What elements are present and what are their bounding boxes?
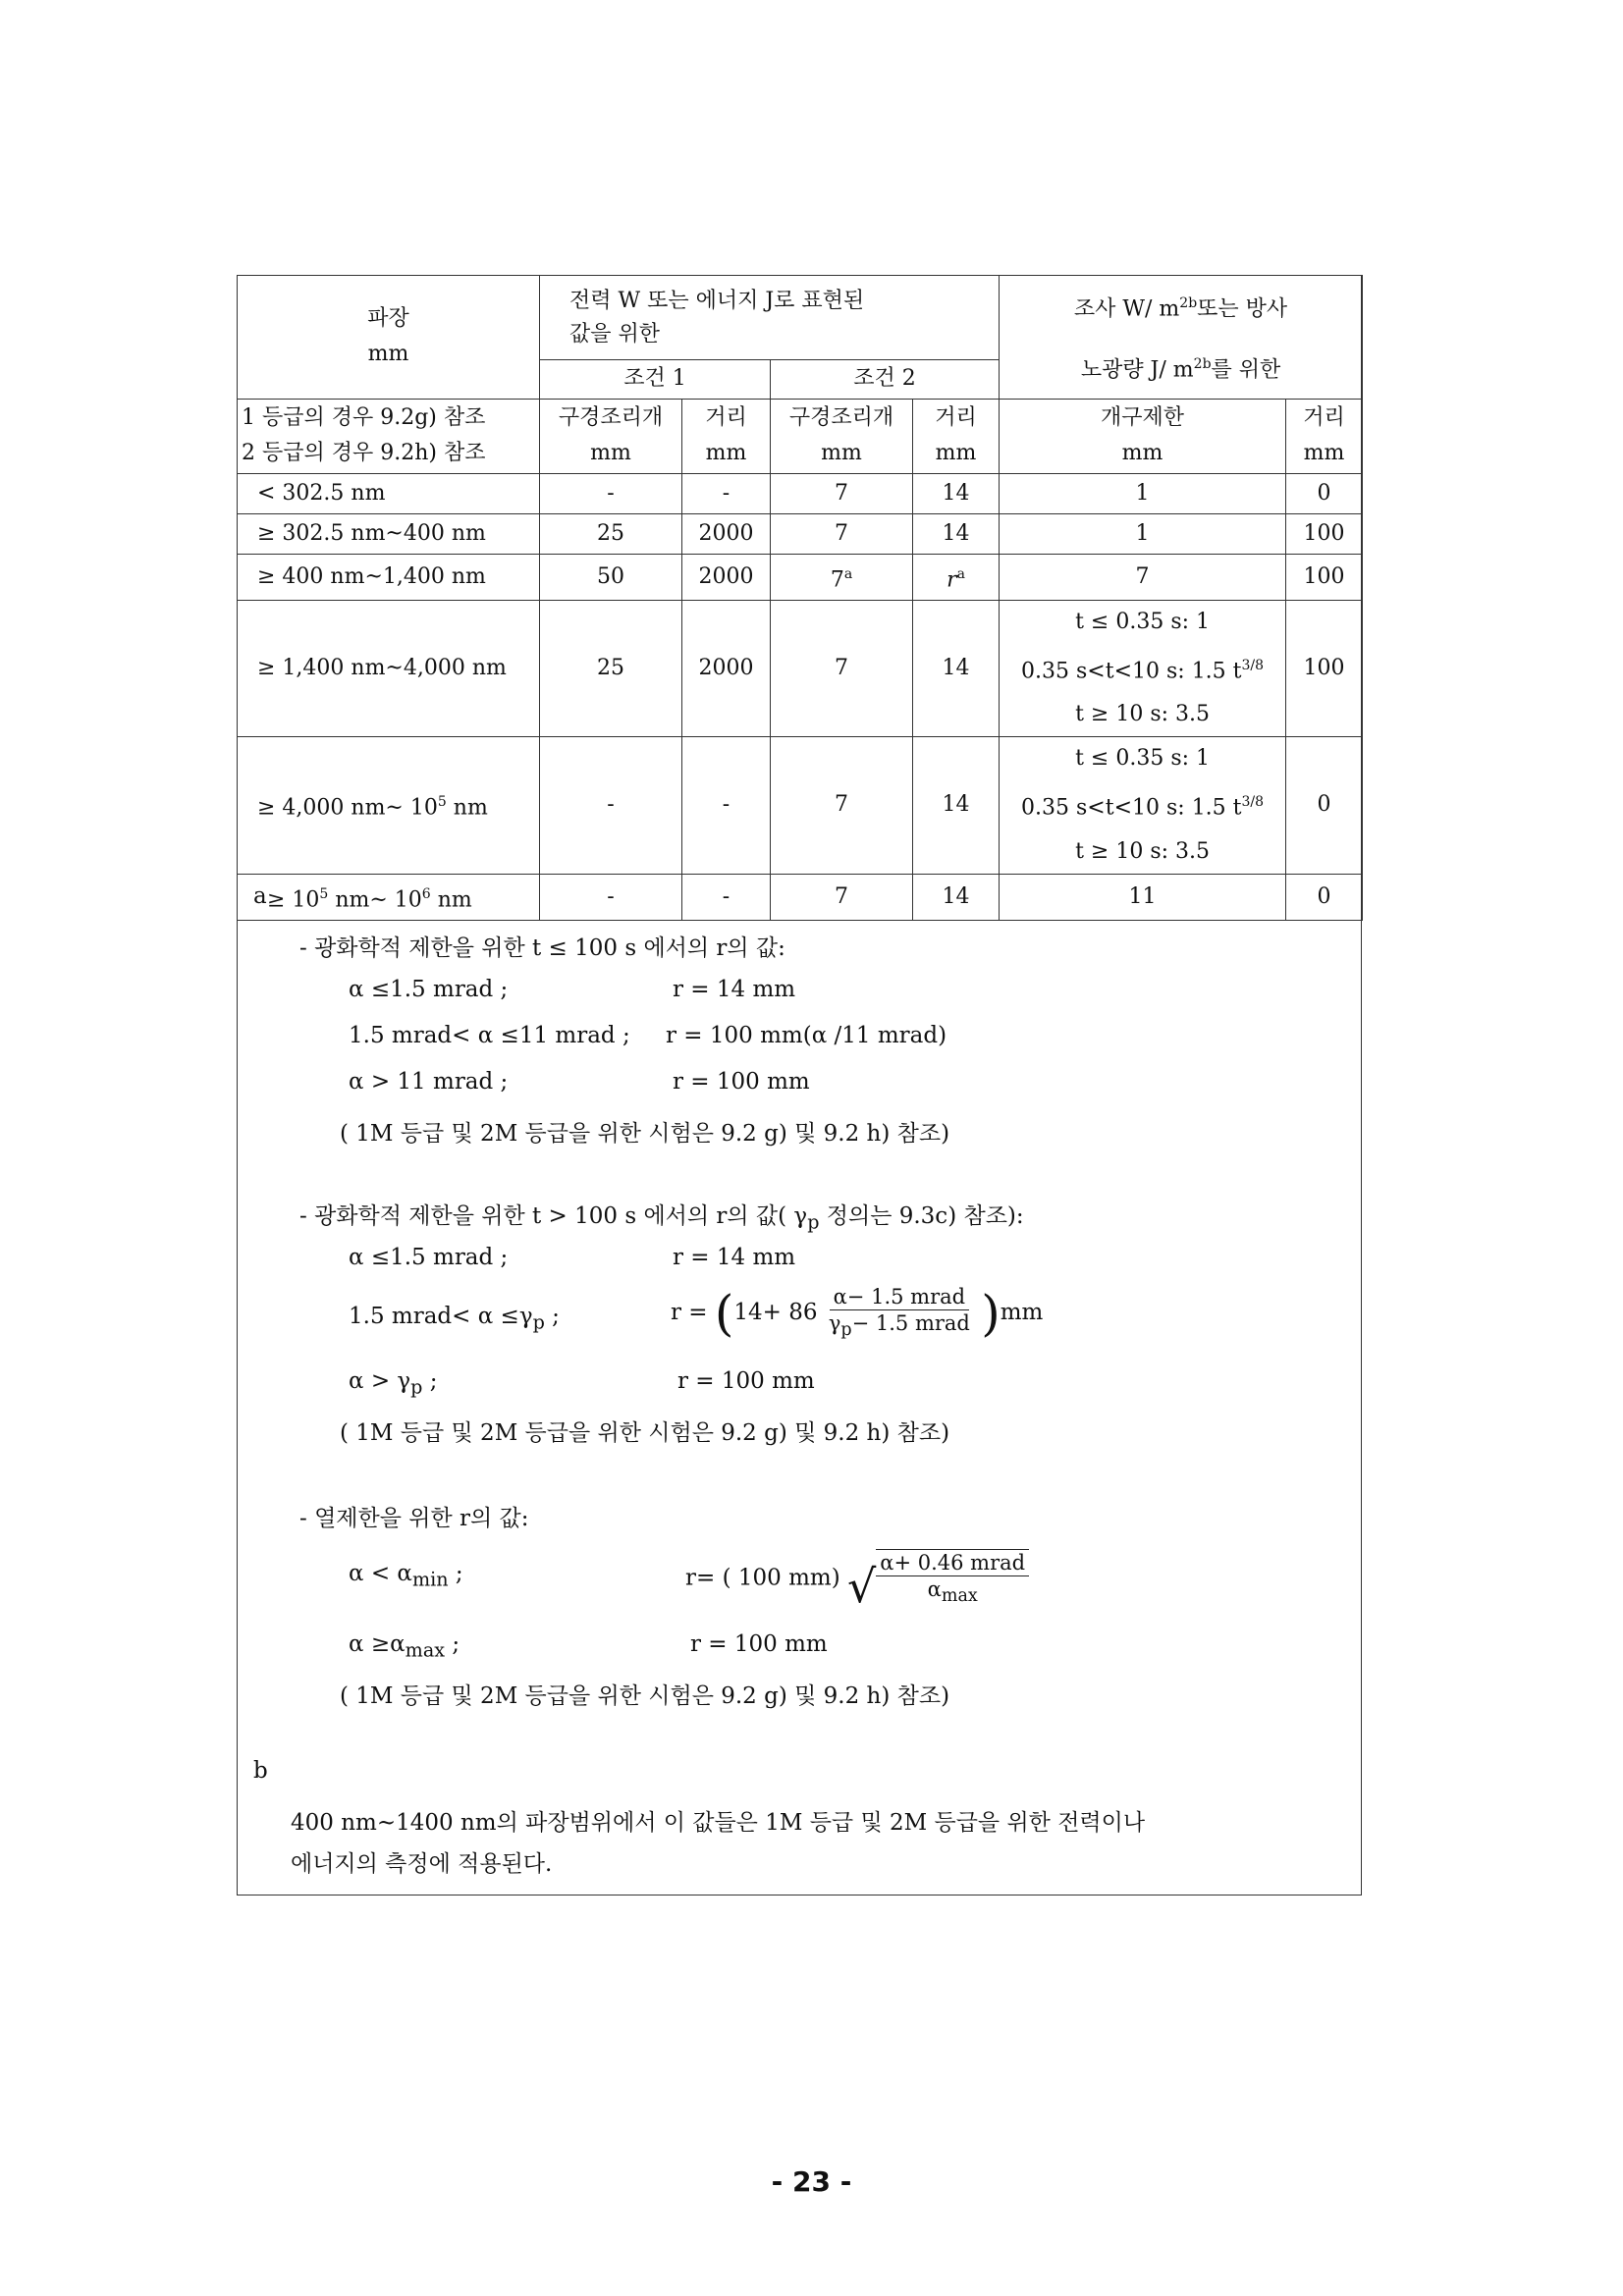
table-row <box>238 600 1363 736</box>
row-c1-distance: 2000 <box>682 513 771 554</box>
footnote-a-tag: a <box>253 883 267 909</box>
formula-left: α ≤1.5 mrad ; <box>349 1245 509 1270</box>
row-c1-distance: 2000 <box>682 600 771 736</box>
row-distance: 0 <box>1286 737 1363 874</box>
row-c2-aperture: 7 <box>771 513 913 554</box>
row-c1-aperture: 25 <box>540 513 682 554</box>
row-range: ≥ 302.5 nm~400 nm <box>238 513 540 554</box>
formula-left: $\alpha < \alpha_{min}$ ; <box>349 1561 463 1591</box>
header-c1-aperture: 구경조리개 mm <box>540 399 682 473</box>
formula-left: α > 11 mrad ; <box>349 1069 509 1095</box>
row-range: ≥ 4,000 nm~ $10^5$ nm <box>238 737 540 874</box>
table-row <box>238 874 1363 920</box>
formula-left: 1.5 mrad< α ≤11 mrad ; <box>349 1023 630 1048</box>
row-c2-aperture: 7 <box>771 473 913 513</box>
formula-right: r = 100 mm <box>690 1631 828 1657</box>
header-aperture-limit: 개구제한 mm <box>1000 399 1286 473</box>
formula-fraction: r = (14+ 86 $\frac{\text{α− 1.5 mrad}}{\gamma_p- 1.5 mrad}$ )mm <box>671 1285 1044 1343</box>
row-range: < 302.5 nm <box>238 473 540 513</box>
footnote-a2-title: - 광화학적 제한을 위한 t > 100 s 에서의 r의 값( $\gamma_p$ 정의는 9.3c) 참조): <box>299 1203 1024 1234</box>
header-class-references <box>238 399 540 473</box>
row-c1-distance: - <box>682 737 771 874</box>
header-irr-line2: 노광량 J/ $m^{2b}$를 위한 <box>1080 356 1281 383</box>
formula-left: α ≤1.5 mrad ; <box>349 977 509 1002</box>
row-c2-distance: 14 <box>913 600 1000 736</box>
header-irr-line1: 조사 W/ $m^{2b}$또는 방사 <box>1073 295 1288 322</box>
header-ref-class2: 2 등급의 경우 9.2h) 참조 <box>242 441 486 466</box>
footnote-a1-reference: ( 1M 등급 및 2M 등급을 위한 시험은 9.2 g) 및 9.2 h) 참조) <box>340 1121 950 1147</box>
formula-right: r = 14 mm <box>673 1245 796 1270</box>
row-c2-distance: $r^a$ <box>913 554 1000 600</box>
formula-left: $\alpha \ge\alpha_{max}$ ; <box>349 1631 460 1662</box>
formula-left: 1.5 mrad< $\alpha \le\gamma_p$ ; <box>349 1304 560 1334</box>
formula-right: r = 100 mm(α /11 mrad) <box>666 1023 947 1048</box>
footnote-a3-reference: ( 1M 등급 및 2M 등급을 위한 시험은 9.2 g) 및 9.2 h) 참조) <box>340 1683 950 1709</box>
header-wavelength <box>238 276 540 400</box>
header-c2-distance: 거리 mm <box>913 399 1000 473</box>
row-c1-distance: - <box>682 473 771 513</box>
row-distance: 0 <box>1286 874 1363 920</box>
row-c2-aperture: 7 <box>771 600 913 736</box>
row-distance: 100 <box>1286 554 1363 600</box>
row-c1-aperture: 25 <box>540 600 682 736</box>
row-limit: t ≤ 0.35 s: 1 0.35 s<t<10 s: 1.5 $t^{3/8}$ t ≥ 10 s: 3.5 <box>1000 737 1286 874</box>
header-power-line1: 전력 W 또는 에너지 J로 표현된 <box>569 288 865 313</box>
row-limit: 11 <box>1000 874 1286 920</box>
row-c2-distance: 14 <box>913 473 1000 513</box>
formula-sqrt: r= ( 100 mm) √ $\frac{\text{α+ 0.46 mrad}}{\alpha_{max}}$ <box>685 1549 1029 1609</box>
header-power-group <box>540 276 1000 360</box>
row-c1-aperture: - <box>540 473 682 513</box>
row-distance: 100 <box>1286 600 1363 736</box>
table-row <box>238 554 1363 600</box>
formula-left: $\alpha > \gamma_p$ ; <box>349 1368 438 1399</box>
footnote-b-line2: 에너지의 측정에 적용된다. <box>291 1851 553 1877</box>
row-c1-aperture: 50 <box>540 554 682 600</box>
row-range: ≥ 400 nm~1,400 nm <box>238 554 540 600</box>
row-c2-aperture: 7 <box>771 737 913 874</box>
footnote-b-line1: 400 nm~1400 nm의 파장범위에서 이 값들은 1M 등급 및 2M 등급을 위한 전력이나 <box>291 1810 1146 1836</box>
table-row <box>238 473 1363 513</box>
header-irradiance-group <box>1000 276 1363 400</box>
footnote-a2-reference: ( 1M 등급 및 2M 등급을 위한 시험은 9.2 g) 및 9.2 h) 참조) <box>340 1420 950 1446</box>
table-row <box>238 513 1363 554</box>
row-range: ≥ 1,400 nm~4,000 nm <box>238 600 540 736</box>
header-limit-distance: 거리 mm <box>1286 399 1363 473</box>
header-c1-distance: 거리 mm <box>682 399 771 473</box>
row-limit: 7 <box>1000 554 1286 600</box>
formula-right: r = 100 mm <box>673 1069 810 1095</box>
header-condition-1: 조건 1 <box>540 360 771 400</box>
row-c1-distance: 2000 <box>682 554 771 600</box>
header-ref-class1: 1 등급의 경우 9.2g) 참조 <box>242 405 486 431</box>
header-wavelength-unit: mm <box>367 342 409 367</box>
row-c1-aperture: - <box>540 737 682 874</box>
spec-table <box>237 275 1363 921</box>
row-c1-distance: - <box>682 874 771 920</box>
row-c2-distance: 14 <box>913 737 1000 874</box>
row-c1-aperture: - <box>540 874 682 920</box>
row-limit: 1 <box>1000 473 1286 513</box>
row-range: ≥ $10^5$ nm~ $10^6$ nm <box>238 874 540 920</box>
row-distance: 100 <box>1286 513 1363 554</box>
header-wavelength-label: 파장 <box>367 306 409 332</box>
row-c2-aperture: 7$^a$ <box>771 554 913 600</box>
page-number: - 23 - <box>771 2165 852 2198</box>
formula-right: r = 14 mm <box>673 977 796 1002</box>
header-condition-2: 조건 2 <box>771 360 1000 400</box>
formula-right: r = 100 mm <box>677 1368 815 1394</box>
row-c2-distance: 14 <box>913 513 1000 554</box>
footnote-b-tag: b <box>253 1758 268 1784</box>
row-distance: 0 <box>1286 473 1363 513</box>
header-power-line2: 값을 위한 <box>569 321 661 347</box>
row-limit: 1 <box>1000 513 1286 554</box>
row-limit: t ≤ 0.35 s: 1 0.35 s<t<10 s: 1.5 $t^{3/8}$ t ≥ 10 s: 3.5 <box>1000 600 1286 736</box>
footnote-a3-title: - 열제한을 위한 r의 값: <box>299 1506 529 1531</box>
footnote-a1-title: - 광화학적 제한을 위한 t ≤ 100 s 에서의 r의 값: <box>299 935 785 961</box>
row-c2-aperture: 7 <box>771 874 913 920</box>
row-c2-distance: 14 <box>913 874 1000 920</box>
header-c2-aperture: 구경조리개 mm <box>771 399 913 473</box>
table-row <box>238 737 1363 874</box>
